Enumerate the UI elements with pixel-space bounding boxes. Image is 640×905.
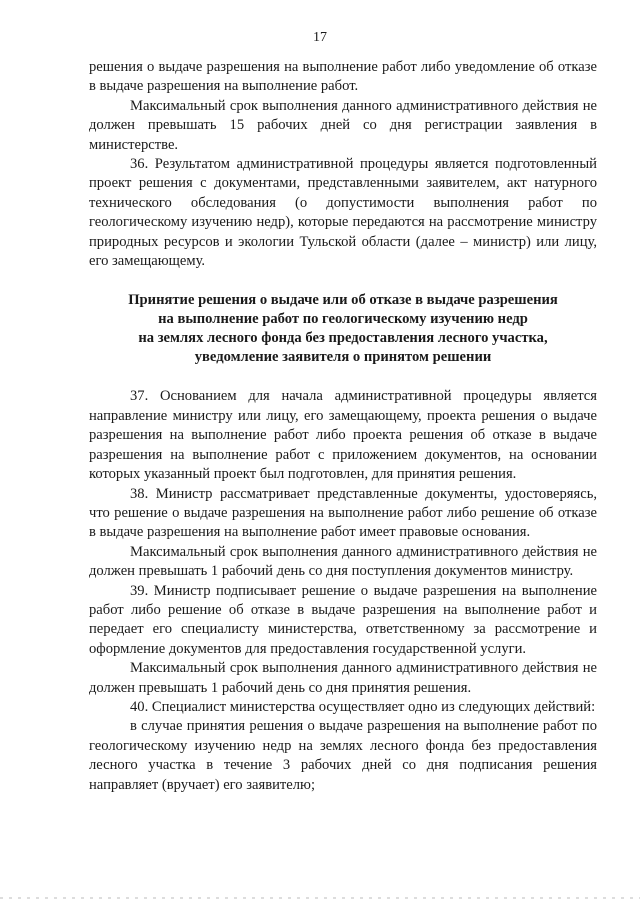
section-heading-line: на выполнение работ по геологическому изучению недр — [158, 311, 528, 328]
paragraph: 38. Министр рассматривает представленные документы, удостоверяясь, что решение о выдаче разрешения на выполнение работ либо решение об отказе в выдаче разрешения на выполнение работ имеет правовые основания. — [89, 485, 597, 541]
paragraph: 37. Основанием для начала административной процедуры является направление министру или лицу, его замещающему, проекта решения о выдаче разрешения на выполнение работ либо проекта решения об отказе в выдаче разрешения на выполнение работ с приложением документов, на основании которых указанный проект был подготовлен, для принятия решения. — [89, 388, 597, 483]
section-heading — [89, 291, 597, 367]
scan-edge-artifact — [0, 897, 640, 899]
document-body — [89, 58, 597, 795]
paragraph: 39. Министр подписывает решение о выдаче разрешения на выполнение работ либо решение об отказе в выдаче разрешения на выполнение работ и передает его специалисту министерства, ответственному за рассмотрение и оформление документов для предоставления государственной услуги. — [89, 582, 597, 657]
paragraph: 36. Результатом административной процедуры является подготовленный проект решения с документами, представленными заявителем, акт натурного технического обследования (о допустимости выполнения работ по геологическому изучению недр), которые передаются на рассмотрение министру природных ресурсов и экологии Тульской области (далее – министр) или лицу, его замещающему. — [89, 156, 597, 270]
page-number: 17 — [313, 30, 327, 45]
paragraph: 40. Специалист министерства осуществляет одно из следующих действий: — [130, 698, 596, 715]
paragraph: в случае принятия решения о выдаче разрешения на выполнение работ по геологическому изучению недр на землях лесного фонда без предоставления лесного участка в течение 3 рабочих дней со дня подписания решения направляет (вручает) его заявителю; — [89, 718, 597, 793]
section-heading-line: Принятие решения о выдаче или об отказе в выдаче разрешения — [128, 292, 558, 309]
section-heading-line: уведомление заявителя о принятом решении — [194, 349, 492, 366]
paragraph: Максимальный срок выполнения данного административного действия не должен превышать 15 рабочих дней со дня регистрации заявления в министерстве. — [89, 97, 597, 153]
paragraph: Максимальный срок выполнения данного административного действия не должен превышать 1 рабочий день со дня поступления документов министру. — [89, 543, 597, 580]
paragraph: решения о выдаче разрешения на выполнение работ либо уведомление об отказе в выдаче разрешения на выполнение работ. — [89, 59, 597, 95]
section-heading-line: на землях лесного фонда без предоставления лесного участка, — [138, 330, 548, 347]
paragraph: Максимальный срок выполнения данного административного действия не должен превышать 1 рабочий день со дня принятия решения. — [89, 660, 597, 696]
